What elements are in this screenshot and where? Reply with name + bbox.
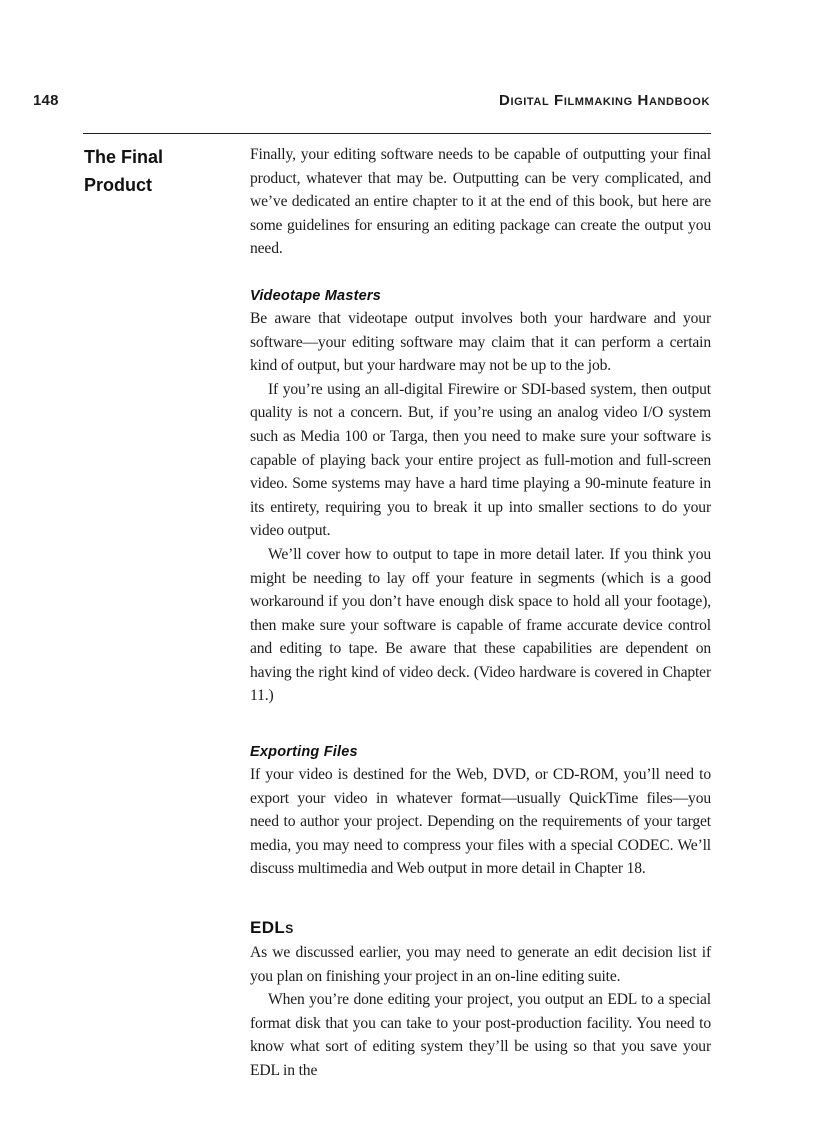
- edls-paragraph-1: As we discussed earlier, you may need to generate an edit decision list if you plan on finishing your project in an on-line editing suite.: [250, 944, 711, 985]
- exporting-files-heading: Exporting Files: [250, 744, 358, 761]
- videotape-paragraph-2: If you’re using an all-digital Firewire or SDI-based system, then output quality is not a concern. But, if you’re using an analog video I/O system such as Media 100 or Targa, then you need to make sure your software is capable of playing back your entire project as full-motion and full-screen video. Some systems may have a hard time playing a 90-minute feature in its entirety, requiring you to break it up into smaller sections to do your video output.: [250, 380, 711, 540]
- body-column: [250, 143, 711, 1083]
- videotape-paragraph-3: We’ll cover how to output to tape in more detail later. If you think you might be needing to lay off your feature in segments (which is a good workaround if you don’t have enough disk space to hold all your footage), then make sure your software is capable of frame accurate device control and editing to tape. Be aware that these capabilities are dependent on having the right kind of video deck. (Video hardware is covered in Chapter 11.): [250, 545, 711, 705]
- videotape-masters-heading: Videotape Masters: [250, 287, 381, 304]
- section-label: The Final Product: [84, 147, 164, 195]
- intro-paragraph: Finally, your editing software needs to be capable of outputting your final product, whatever that may be. Outputting can be very complicated, and we’ve dedicated an entire chapter to it at the end of this book, but here are some guidelines for ensuring an editing package can create the output you need.: [250, 146, 711, 258]
- exporting-paragraph-1: If your video is destined for the Web, DVD, or CD-ROM, you’ll need to export your video in whatever format—usually QuickTime files—you need to author your project. Depending on the requirements of your target media, you may need to compress your files with a special CODEC. We’ll discuss multimedia and Web output in more detail in Chapter 18.: [250, 766, 711, 878]
- videotape-paragraph-1: Be aware that videotape output involves both your hardware and your software—your editing software may claim that it can perform a certain kind of output, but your hardware may not be up to the job.: [250, 309, 711, 375]
- edls-paragraph-2: When you’re done editing your project, you output an EDL to a special format disk that you can take to your post-production facility. You need to know what sort of editing system they’ll be using so that you save your EDL in the: [250, 991, 711, 1079]
- running-header: Digital Filmmaking Handbook: [499, 92, 710, 109]
- edls-heading: EDLs: [250, 918, 294, 938]
- header-rule: [83, 133, 711, 134]
- page-number: 148: [33, 92, 59, 109]
